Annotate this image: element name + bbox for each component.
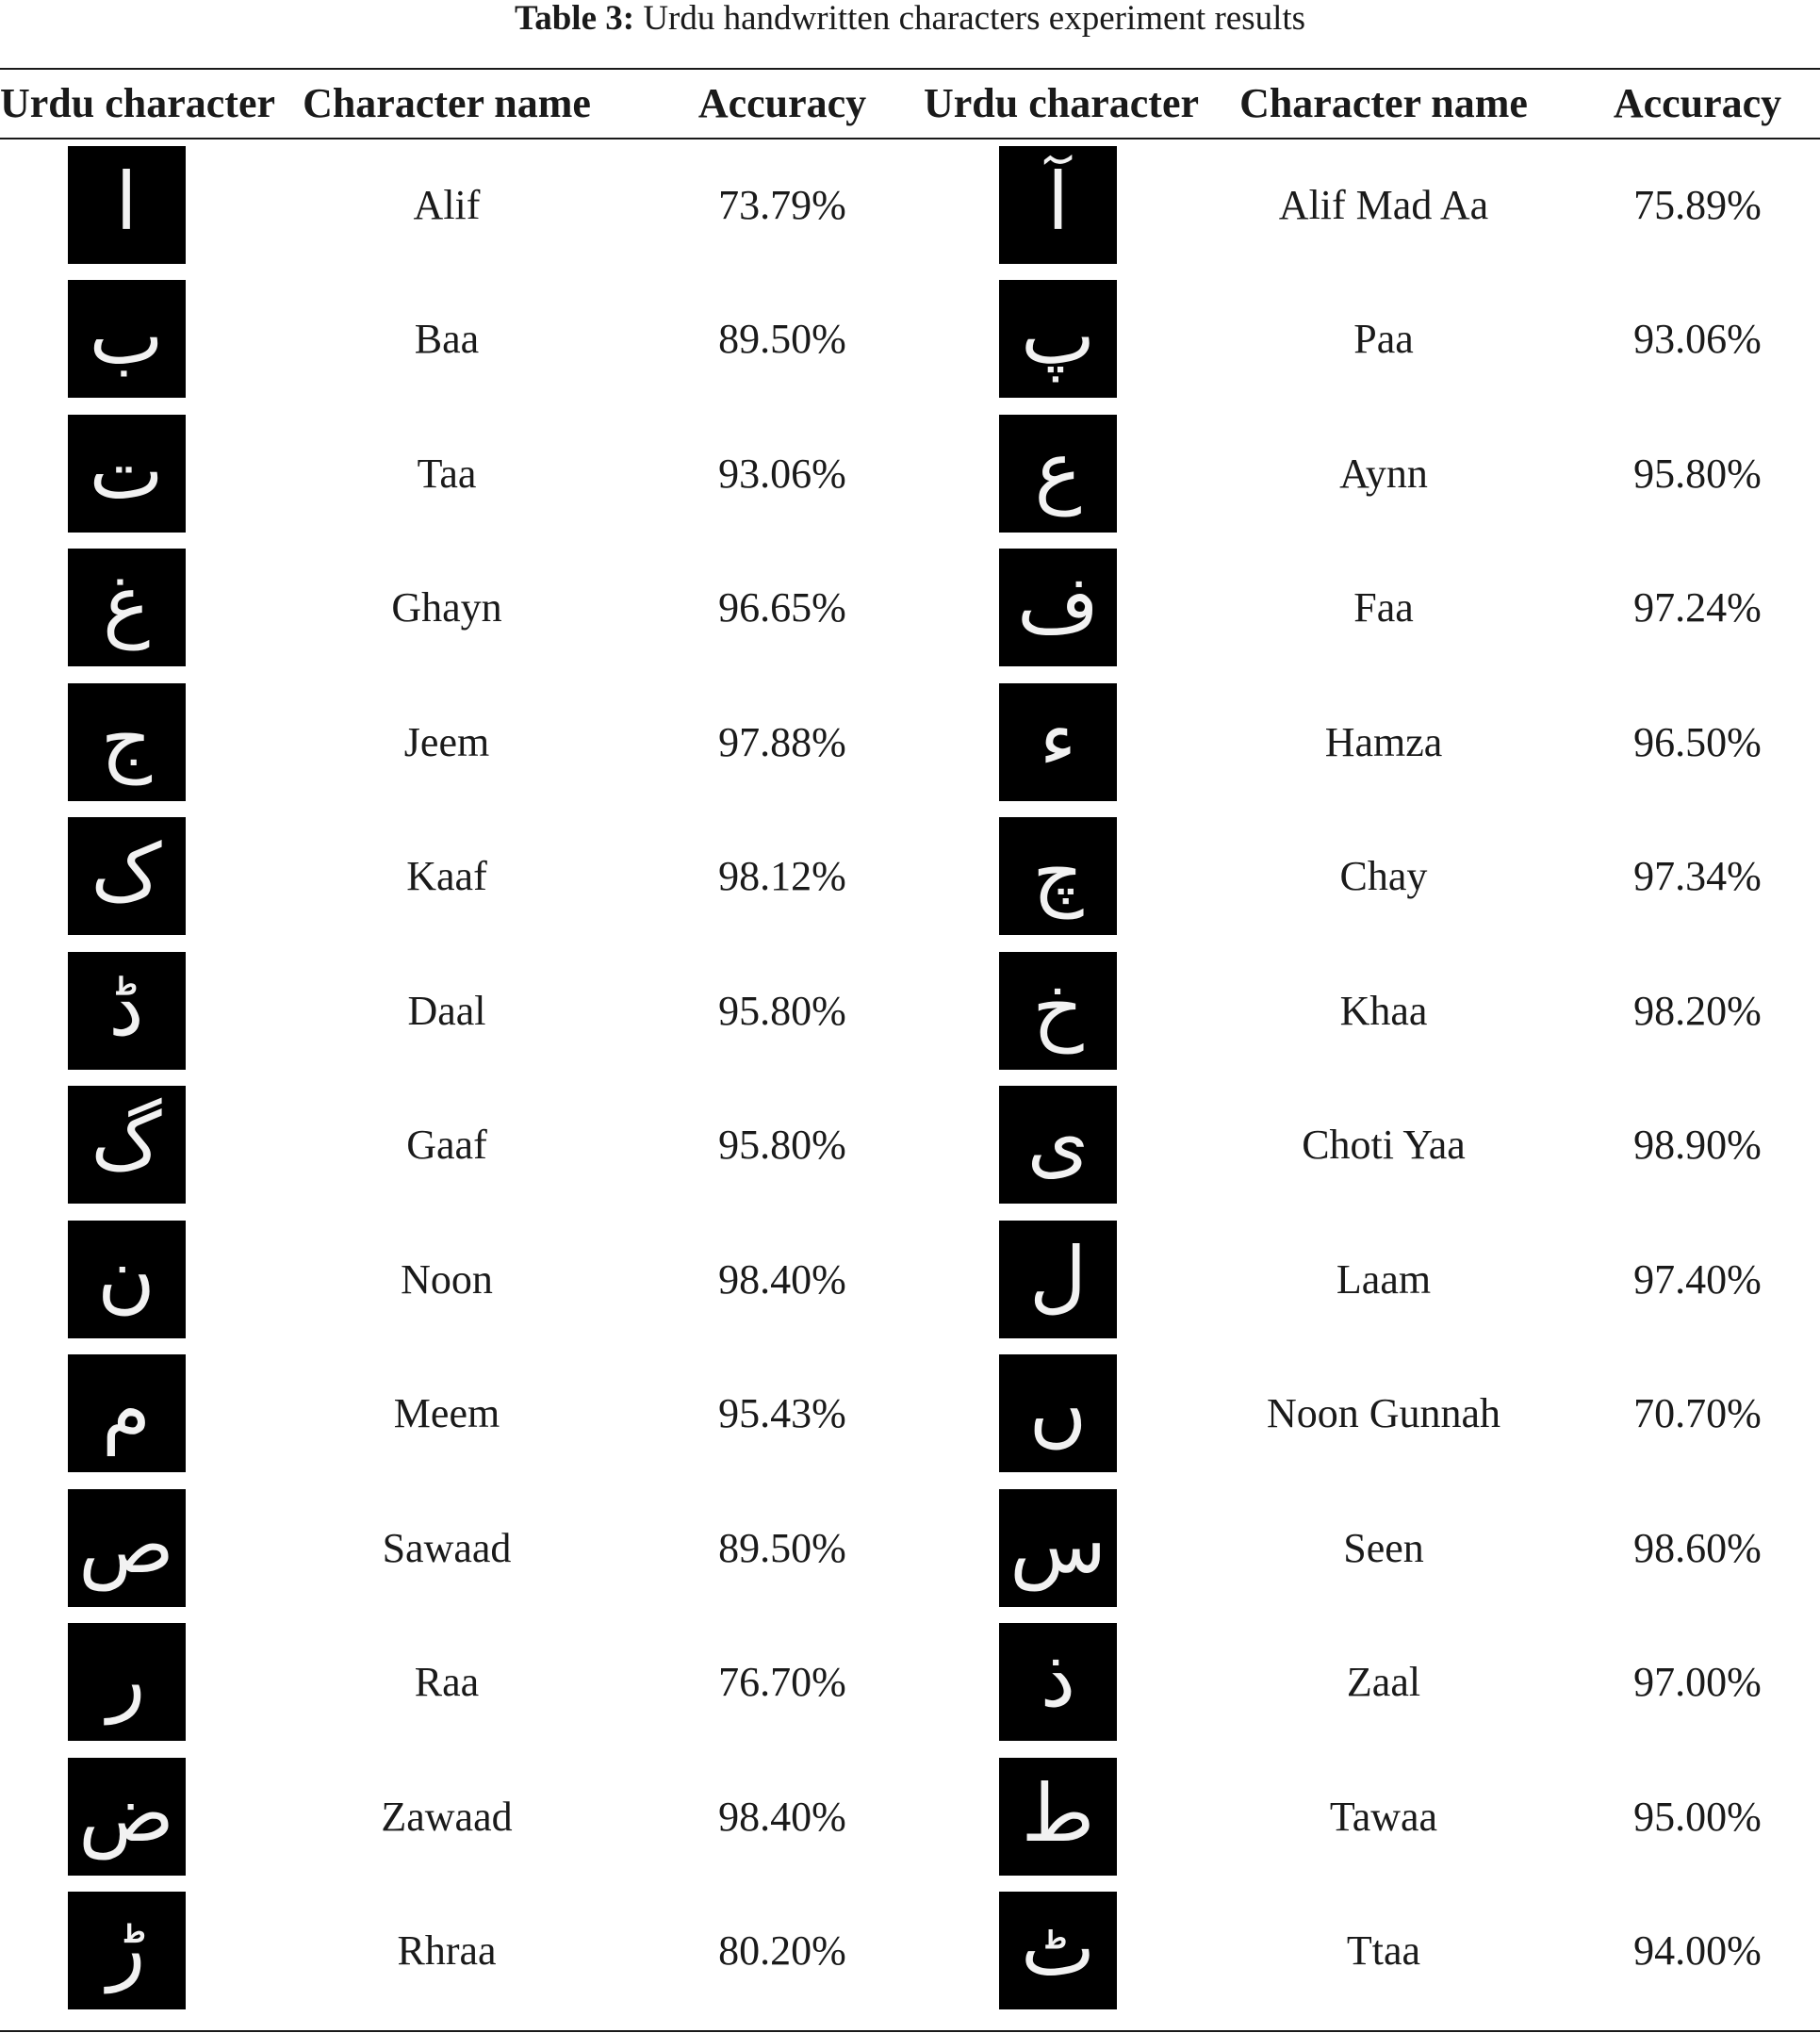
accuracy-value: 89.50% — [718, 1524, 846, 1571]
accuracy-value: 70.70% — [1633, 1390, 1762, 1437]
character-image: ط — [999, 1758, 1117, 1876]
character-image: غ — [68, 549, 186, 666]
character-name: Khaa — [1339, 987, 1428, 1034]
character-name: Rhraa — [397, 1927, 497, 1975]
character-name: Kaaf — [406, 853, 487, 900]
character-image: ڑ — [68, 1892, 186, 2009]
header-urdu-character-2: Urdu character — [924, 80, 1200, 126]
accuracy-value: 96.65% — [718, 584, 846, 631]
accuracy-value: 98.40% — [718, 1793, 846, 1840]
character-name: Ttaa — [1346, 1927, 1421, 1975]
accuracy-value: 96.50% — [1633, 718, 1762, 765]
character-image: ب — [68, 280, 186, 398]
accuracy-value: 94.00% — [1633, 1927, 1762, 1975]
character-image: ص — [68, 1489, 186, 1607]
character-image: ض — [68, 1758, 186, 1876]
header-row — [0, 69, 1820, 138]
character-image: خ — [999, 952, 1117, 1070]
accuracy-value: 89.50% — [718, 316, 846, 363]
table-row — [0, 1749, 1820, 1884]
accuracy-value: 97.40% — [1633, 1255, 1762, 1303]
character-image: چ — [999, 817, 1117, 935]
accuracy-value: 98.60% — [1633, 1524, 1762, 1571]
character-image: ٹ — [999, 1892, 1117, 2009]
character-name: Taa — [417, 450, 477, 497]
character-name: Paa — [1353, 316, 1414, 363]
character-name: Seen — [1343, 1524, 1424, 1571]
header-character-name: Character name — [303, 80, 591, 126]
character-image: ک — [68, 817, 186, 935]
accuracy-value: 76.70% — [718, 1659, 846, 1706]
character-image: ی — [999, 1086, 1117, 1204]
character-name: Alif — [413, 181, 481, 228]
character-image: گ — [68, 1086, 186, 1204]
accuracy-value: 95.80% — [1633, 450, 1762, 497]
table-row — [0, 1078, 1820, 1213]
accuracy-value: 98.12% — [718, 853, 846, 900]
character-name: Zaal — [1346, 1659, 1421, 1706]
character-image: ت — [68, 415, 186, 533]
character-name: Choti Yaa — [1302, 1122, 1466, 1169]
character-name: Noon Gunnah — [1266, 1390, 1501, 1437]
character-name: Laam — [1336, 1255, 1432, 1303]
results-table — [0, 69, 1820, 2018]
character-image: ع — [999, 415, 1117, 533]
character-name: Sawaad — [382, 1524, 512, 1571]
accuracy-value: 80.20% — [718, 1927, 846, 1975]
character-name: Baa — [414, 316, 480, 363]
table-row — [0, 1481, 1820, 1615]
bottom-rule — [0, 2030, 1820, 2032]
character-image: ج — [68, 683, 186, 801]
accuracy-value: 93.06% — [718, 450, 846, 497]
accuracy-value: 73.79% — [718, 181, 846, 228]
character-image: ء — [999, 683, 1117, 801]
accuracy-value: 97.24% — [1633, 584, 1762, 631]
character-name: Ghayn — [391, 584, 502, 631]
table-row — [0, 943, 1820, 1078]
character-name: Raa — [414, 1659, 480, 1706]
character-name: Chay — [1339, 853, 1428, 900]
character-image: س — [999, 1489, 1117, 1607]
table-row — [0, 1615, 1820, 1750]
character-image: ر — [68, 1623, 186, 1741]
character-image: ل — [999, 1221, 1117, 1338]
table-row — [0, 541, 1820, 676]
accuracy-value: 93.06% — [1633, 316, 1762, 363]
table-title: Urdu handwritten characters experiment results — [643, 0, 1306, 38]
table-row — [0, 138, 1820, 272]
accuracy-value: 97.34% — [1633, 853, 1762, 900]
character-image: ف — [999, 549, 1117, 666]
accuracy-value: 75.89% — [1633, 181, 1762, 228]
header-character-name-2: Character name — [1239, 80, 1528, 126]
header-accuracy-2: Accuracy — [1613, 80, 1782, 126]
table-row — [0, 1884, 1820, 2019]
header-urdu-character: Urdu character — [0, 80, 276, 126]
character-name: Faa — [1353, 584, 1414, 631]
character-image: ا — [68, 146, 186, 264]
character-image: ڈ — [68, 952, 186, 1070]
accuracy-value: 95.43% — [718, 1390, 846, 1437]
table-caption — [0, 0, 1820, 38]
character-image: آ — [999, 146, 1117, 264]
character-name: Hamza — [1324, 718, 1443, 765]
character-image: ن — [68, 1221, 186, 1338]
table-label: Table 3: — [514, 0, 635, 38]
accuracy-value: 98.20% — [1633, 987, 1762, 1034]
accuracy-value: 95.00% — [1633, 1793, 1762, 1840]
character-image: ں — [999, 1354, 1117, 1472]
accuracy-value: 97.88% — [718, 718, 846, 765]
accuracy-value: 98.40% — [718, 1255, 846, 1303]
character-name: Jeem — [403, 718, 490, 765]
character-image: م — [68, 1354, 186, 1472]
header-accuracy: Accuracy — [697, 80, 867, 126]
table-row — [0, 272, 1820, 407]
character-name: Zawaad — [381, 1793, 513, 1840]
table-row — [0, 1347, 1820, 1482]
character-image: ذ — [999, 1623, 1117, 1741]
table-row — [0, 675, 1820, 810]
accuracy-value: 98.90% — [1633, 1122, 1762, 1169]
character-name: Noon — [401, 1255, 493, 1303]
character-image: پ — [999, 280, 1117, 398]
table-row — [0, 810, 1820, 944]
table-row — [0, 406, 1820, 541]
accuracy-value: 95.80% — [718, 1122, 846, 1169]
character-name: Alif Mad Aa — [1278, 181, 1489, 228]
accuracy-value: 95.80% — [718, 987, 846, 1034]
character-name: Gaaf — [406, 1122, 487, 1169]
table-row — [0, 1212, 1820, 1347]
character-name: Tawaa — [1329, 1793, 1438, 1840]
character-name: Aynn — [1339, 450, 1428, 497]
character-name: Meem — [393, 1390, 500, 1437]
accuracy-value: 97.00% — [1633, 1659, 1762, 1706]
character-name: Daal — [407, 987, 486, 1034]
